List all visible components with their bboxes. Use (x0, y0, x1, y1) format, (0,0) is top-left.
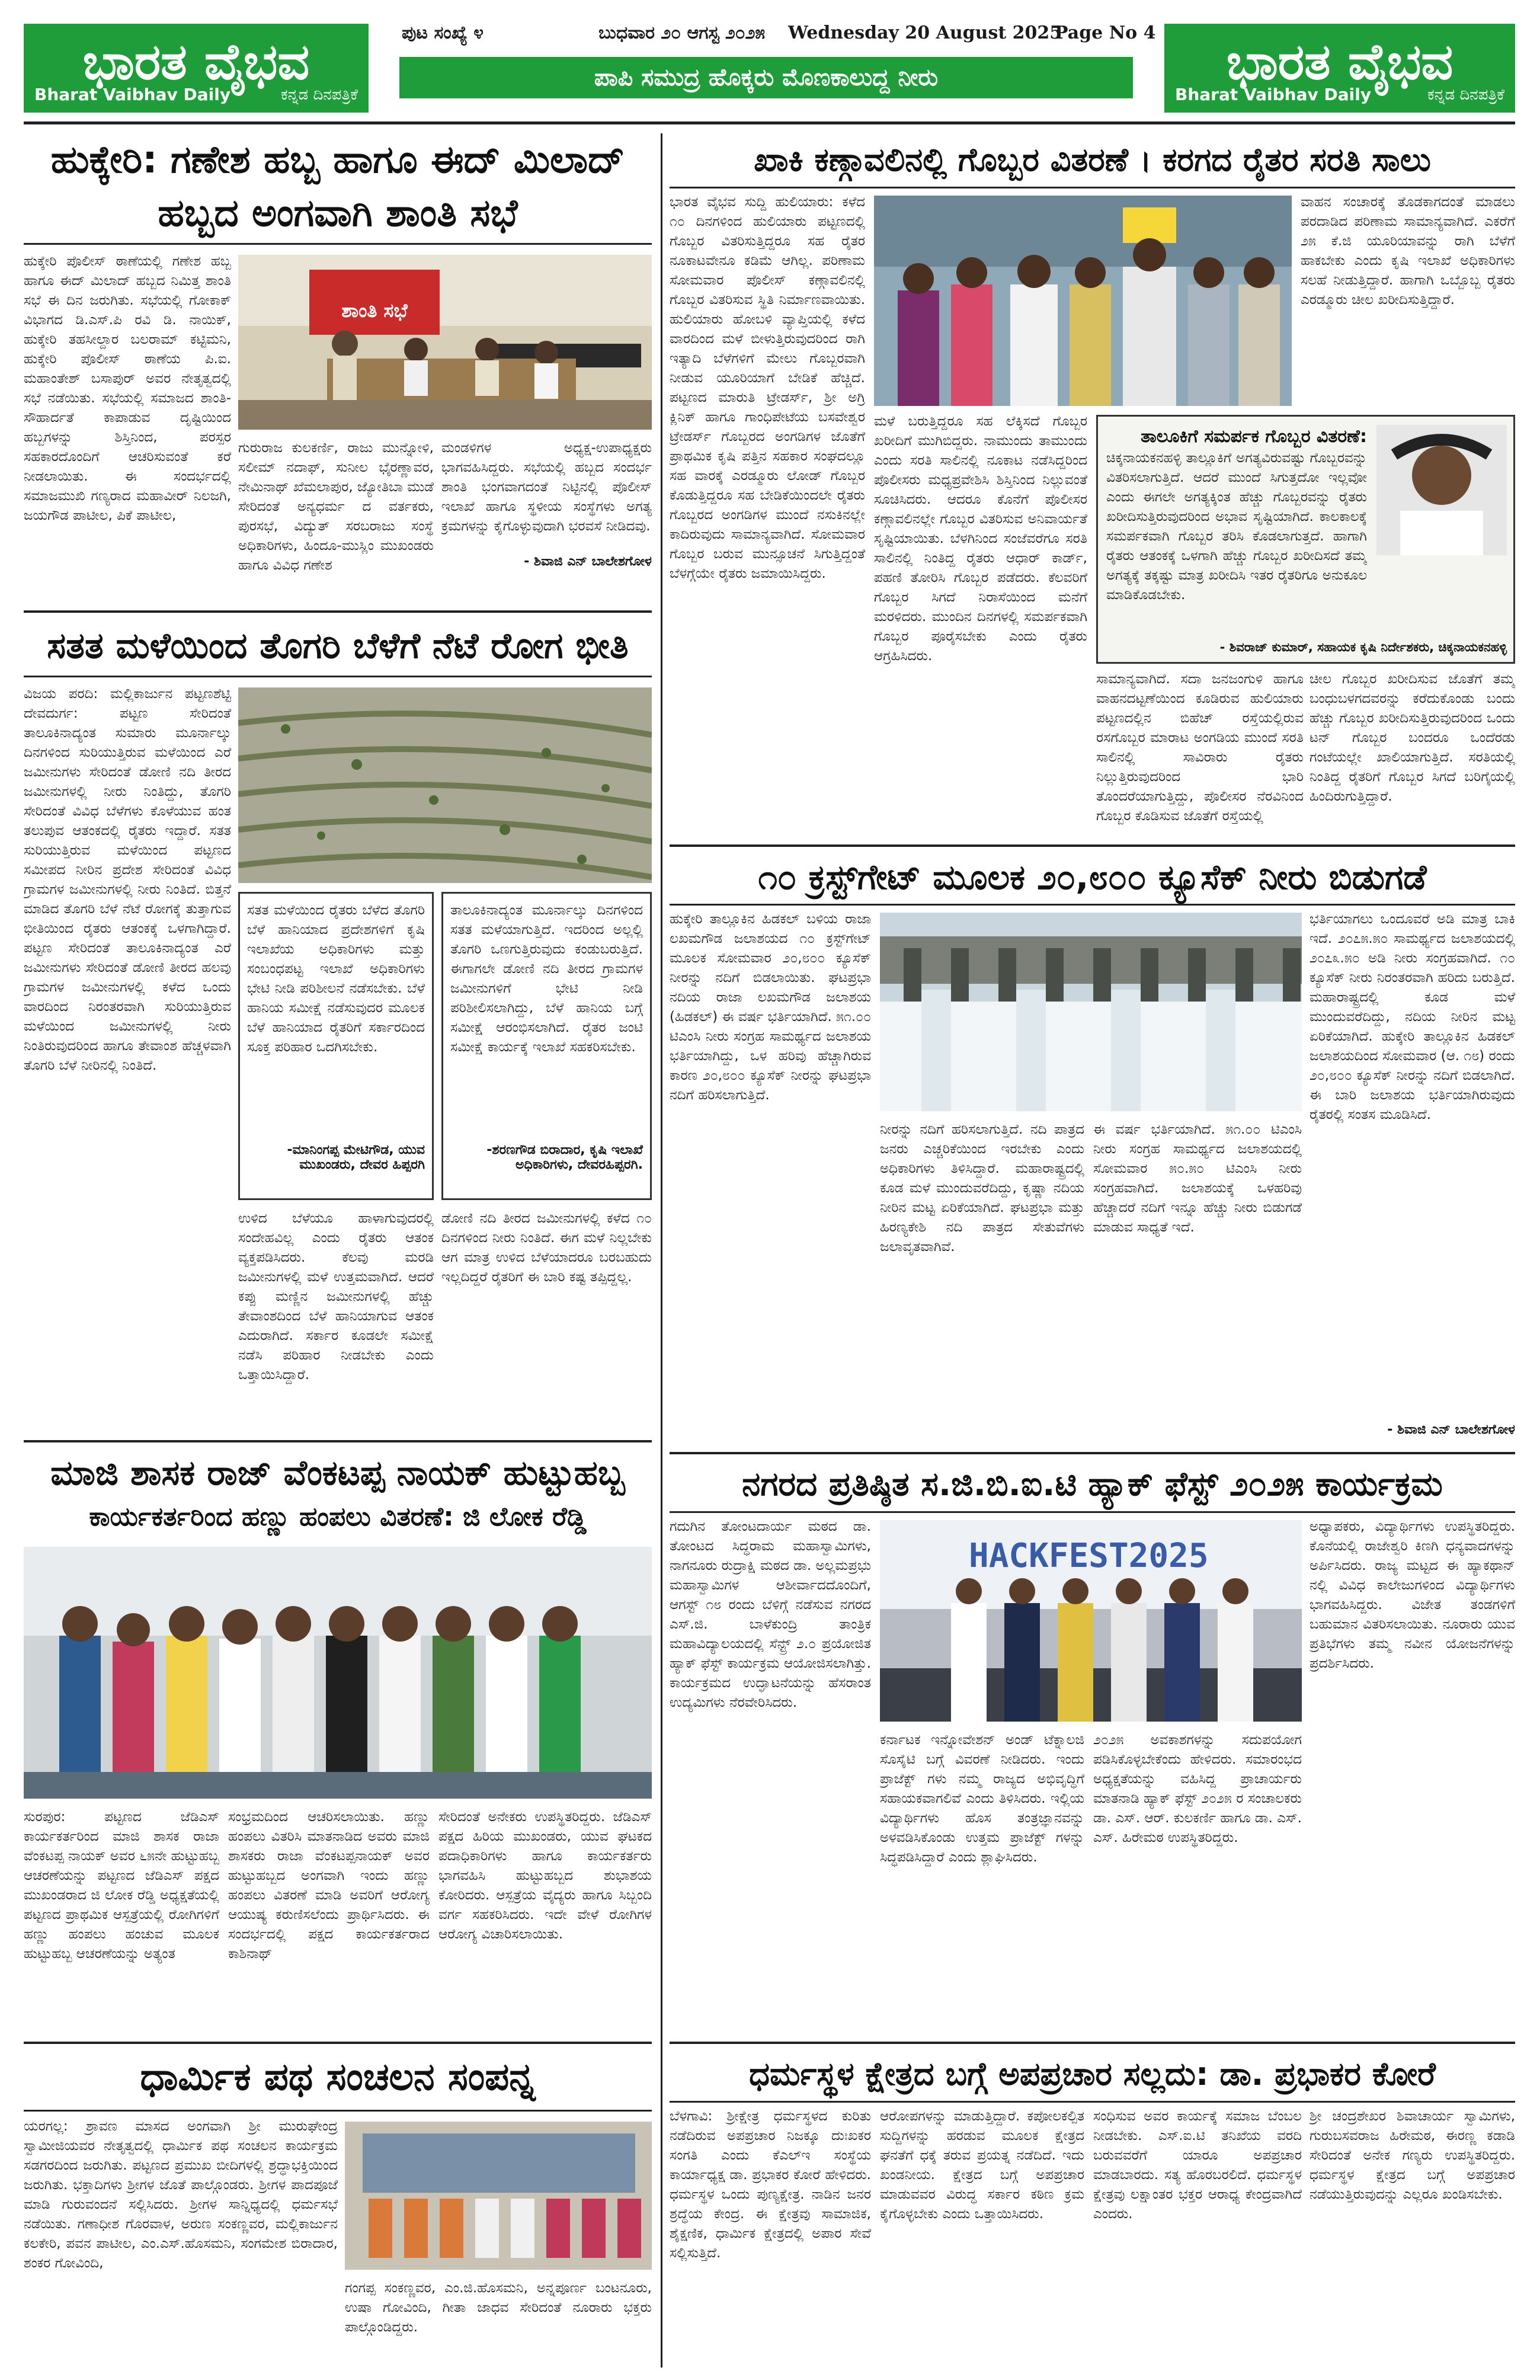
masthead-title: ಭಾರತ ವೈಭವ (82, 33, 310, 91)
a2-rule (670, 187, 1515, 188)
a1-credit: - ಶಿವಾಜಿ ಎನ್ ಬಾಲೇಶಗೋಳ (524, 554, 652, 569)
a1-text-left: ಹುಕ್ಕೇರಿ ಪೊಲೀಸ್ ಠಾಣೆಯಲ್ಲಿ ಗಣೇಶ ಹಬ್ಬ ಹಾಗೂ ಈದ್ ಮಿಲಾದ್ ಹಬ್ಬದ ನಿಮಿತ್ತ ಶಾಂತಿ ಸಭೆ ಈ ದಿನ ಜರುಗಿತು. ಸಭೆಯಲ್ಲಿ ಗೋಕಾಕ್ ವಿಭಾಗದ ಡಿ.ಎಸ್.ಪಿ ರವಿ ಡಿ. ನಾಯಿಕ್, ಹುಕ್ಕೇರಿ ತಹಸೀಲ್ದಾರ ಬಲರಾಮ್ ಕಟ್ಟಿಮನಿ, ಹುಕ್ಕೇರಿ ಪೊಲೀಸ್ ಠಾಣೆಯ ಪಿ.ಐ. ಮಹಾಂತೇಶ್ ಬಸಾಪುರ್ ಅವರ ನೇತೃತ್ವದಲ್ಲಿ ಸಭೆ ನಡೆಯಿತು. ಸಭೆಯಲ್ಲಿ ಸಮಾಜದ ಶಾಂತಿ-ಸೌಹಾರ್ದತೆ ಕಾಪಾಡುವ ದೃಷ್ಟಿಯಿಂದ ಹಬ್ಬಗಳನ್ನು ಶಿಸ್ತಿನಿಂದ, ಪರಸ್ಪರ ಸಹಕಾರದೊಂದಿಗೆ ಆಚರಿಸುವಂತೆ ಕರೆ ನೀಡಲಾಯಿತು. ಈ ಸಂದರ್ಭದಲ್ಲಿ ಸಮಾಜಮುಖಿ ಗಣ್ಯರಾದ ಮಹಾವೀರ್ ನಿಲಜಗಿ, ಜಯಗೌಡ ಪಾಟೀಲ, ಪಿಕೆ ಪಾಟೀಲ, (24, 254, 231, 523)
a2-text-c1b: ಸಾಮಾನ್ಯವಾಗಿದೆ. ಸದಾ ಜನಜಂಗುಳಿ ಹಾಗೂ ವಾಹನದಟ್ಟಣೆಯಿಂದ ಕೂಡಿರುವ ಹುಲಿಯಾರು ಪಟ್ಟಣದಲ್ಲಿನ ಬಿಹೆಚ್ ರಸ್ತೆಯಲ್ಲಿರುವ ರಸಗೊಬ್ಬರ ಮಾರಾಟ ಅಂಗಡಿಯ ಮುಂದೆ ಸರತಿ ಸಾಲಿನಲ್ಲಿ ಸಾವಿರಾರು ರೈತರು ನಿಲ್ಲುತ್ತಿರುವುದರಿಂದ ಭಾರಿ ತೊಂದರೆಯಾಗುತ್ತಿದ್ದು, ಪೊಲೀಸರ ನೆರವಿನಿಂದ ಗೊಬ್ಬರ ಕೊಡಿಸುವ ಜೊತೆಗೆ ರಸ್ತೆಯಲ್ಲಿ (1096, 671, 1304, 824)
masthead-sub-kn: ಕನ್ನಡ ದಿನಪತ್ರಿಕೆ (280, 86, 358, 104)
a3-quote-box-1 (238, 892, 434, 1200)
masthead-right (1164, 24, 1515, 113)
a2-officer-box (1096, 415, 1515, 664)
a5-headline: ಮಾಜಿ ಶಾಸಕ ರಾಜ್ ವೆಂಕಟಪ್ಪ ನಾಯಕ್ ಹುಟ್ಟುಹಬ್ಬ (50, 1453, 625, 1493)
a7-headline: ಧಾರ್ಮಿಕ ಪಥ ಸಂಚಲನ ಸಂಪನ್ನ (140, 2055, 536, 2099)
field-photo-icon (238, 687, 652, 883)
officer-portrait (1376, 425, 1507, 555)
masthead-rule (24, 121, 1515, 124)
a3-box1-credit: -ಮಾನಿಂಗಪ್ಪ ಮೇಟಿಗೌಡ, ಯುವ ಮುಖಂಡರು, ದೇವರ ಹಿಪ್ಪರಗಿ (287, 1143, 425, 1172)
a4-text-c2: ನೀರನ್ನು ನದಿಗೆ ಹರಿಸಲಾಗುತ್ತಿದೆ. ನದಿ ಪಾತ್ರದ ಜನರು ಎಚ್ಚರಿಕೆಯಿಂದ ಇರಬೇಕು ಎಂದು ಅಧಿಕಾರಿಗಳು ತಿಳಿಸಿದ್ದಾರೆ. ಮಹಾರಾಷ್ಟ್ರದಲ್ಲಿ ಕೂಡ ಮಳೆ ಮುಂದುವರೆದಿದ್ದು, ಕೃಷ್ಣಾ ನದಿಯ ನೀರಿನ ಮಟ್ಟ ಏರಿಕೆಯಾಗಿದೆ. ಘಟಪ್ರಭಾ ಮತ್ತು ಹಿರಣ್ಯಕೇಶಿ ನದಿ ಪಾತ್ರದ ಸೇತುವೆಗಳು ಜಲಾವೃತವಾಗಿವೆ. (880, 1122, 1084, 1255)
a8-headline: ಧರ್ಮಸ್ಥಳ ಕ್ಷೇತ್ರದ ಬಗ್ಗೆ ಅಪಪ್ರಚಾರ ಸಲ್ಲದು: ಡಾ. ಪ್ರಭಾಕರ ಕೋರೆ (749, 2055, 1436, 2093)
a4-end-rule (670, 1452, 1515, 1454)
a3-box2-text: ತಾಲೂಕಿನಾದ್ಯಂತ ಮೂರ್ನಾಲ್ಕು ದಿನಗಳಿಂದ ಸತತ ಮಳೆಯಾಗುತ್ತಿದೆ. ಇದರಿಂದ ಅಲ್ಲಲ್ಲಿ ತೊಗರಿ ಒಣಗುತ್ತಿರುವುದು ಕಂಡುಬರುತ್ತಿದೆ. ಈಗಾಗಲೇ ಡೋಣಿ ನದಿ ತೀರದ ಗ್ರಾಮಗಳ ಜಮೀನುಗಳಿಗೆ ಭೇಟಿ ನೀಡಿ ಪರಿಶೀಲಿಸಲಾಗಿದ್ದು, ಬೆಳೆ ಹಾನಿಯ ಬಗ್ಗೆ ಸಮೀಕ್ಷೆ ಆರಂಭಿಸಲಾಗಿದೆ. ರೈತರ ಜಂಟಿ ಸಮೀಕ್ಷೆ ಕಾರ್ಯಕ್ಕೆ ಇಲಾಖೆ ಸಹಕರಿಸಬೇಕು. (450, 903, 643, 1055)
masthead-sub-kn-right: ಕನ್ನಡ ದಿನಪತ್ರಿಕೆ (1427, 86, 1504, 104)
a6-text-c2: ಕರ್ನಾಟಕ ಇನ್ನೋವೇಶನ್ ಅಂಡ್ ಟೆಕ್ನಾಲಜಿ ಸೊಸೈಟಿ ಬಗ್ಗೆ ವಿವರಣೆ ನೀಡಿದರು. ಇಂದು ಪ್ರಾಜೆಕ್ಟ್ ಗಳು ನಮ್ಮ ರಾಜ್ಯದ ಅಭಿವೃದ್ಧಿಗೆ ಸಹಾಯಕವಾಗಲಿವೆ ಎಂದು ತಿಳಿಸಿದರು. ಇಲ್ಲಿಯ ವಿದ್ಯಾರ್ಥಿಗಳು ಹೊಸ ತಂತ್ರಜ್ಞಾನವನ್ನು ಅಳವಡಿಸಿಕೊಂಡು ಉತ್ತಮ ಪ್ರಾಜೆಕ್ಟ್ ಗಳನ್ನು ಸಿದ್ಧಪಡಿಸಿದ್ದಾರೆ ಎಂದು ಶ್ಲಾಘಿಸಿದರು. (880, 1732, 1084, 1865)
a7-text-c2: ಗಂಗಪ್ಪ ಸಂಕಣ್ಣವರ, ಎಂ.ಜಿ.ಹೊಸಮನಿ, ಅನ್ನಪೂರ್ಣ ಬಂಟನೂರು, ಉಷಾ ಗೋವಿಂದಿ, ಗೀತಾ ಜಾಧವ ಸೇರಿದಂತೆ ನೂರಾರು ಭಕ್ತರು ಪಾಲ್ಗೊಂಡಿದ್ದರು. (345, 2280, 652, 2335)
a4-credit: - ಶಿವಾಜಿ ಎನ್ ಬಾಲೇಶಗೋಳ (1387, 1422, 1515, 1437)
a7-rule (24, 2110, 652, 2112)
page-number-kn: ಪುಟ ಸಂಖ್ಯೆ ೪ (402, 23, 484, 43)
a5-text-c1: ಸುರಪುರ: ಪಟ್ಟಣದ ಜೆಡಿಎಸ್ ಕಾರ್ಯಕರ್ತರಿಂದ ಮಾಜಿ ಶಾಸಕ ರಾಜಾ ವೆಂಕಟಪ್ಪ ನಾಯಕ್ ಅವರ ೬೫ನೇ ಹುಟ್ಟುಹಬ್ಬ ಆಚರಣೆಯನ್ನು ಪಟ್ಟಣದ ಜೆಡಿಎಸ್ ಪಕ್ಷದ ಮುಖಂಡರಾದ ಜಿ ಲೋಕ ರೆಡ್ಡಿ ಅಧ್ಯಕ್ಷತೆಯಲ್ಲಿ ಪಟ್ಟಣದ ಪ್ರಾಥಮಿಕ ಆಸ್ಪತ್ರೆಯಲ್ಲಿ ರೋಗಿಗಳಿಗೆ ಹಣ್ಣು ಹಂಪಲು ಹಂಚುವ ಮೂಲಕ ಹುಟ್ಟುಹಬ್ಬ ಆಚರಣೆಯನ್ನು ಅತ್ಯಂತ (24, 1809, 219, 1962)
a3-quote-box-2 (441, 892, 652, 1200)
a3-photo (238, 687, 652, 883)
a2-box-credit: - ಶಿವರಾಜ್ ಕುಮಾರ್, ಸಹಾಯಕ ಕೃಷಿ ನಿರ್ದೇಶಕರು, ಚಿಕ್ಕನಾಯಕನಹಳ್ಳಿ (1219, 640, 1507, 654)
a2-text-c3b: ಚೀಲ ಗೊಬ್ಬರ ಖರೀದಿಸುವ ಜೊತೆಗೆ ತಮ್ಮ ಬಂಧುಬಳಗದವರನ್ನು ಕರೆದುಕೊಂಡು ಬಂದು ಹೆಚ್ಚು ಗೊಬ್ಬರ ಖರೀದಿಸುತ್ತಿರುವುದರಿಂದ ಒಂದು ಟನ್ ಗೊಬ್ಬರ ಬಂದರೂ ಒಂದೆರಡು ಗಂಟೆಯಲ್ಲೇ ಖಾಲಿಯಾಗುತ್ತಿದೆ. ಸರತಿಯಲ್ಲಿ ನಿಂತಿದ್ದ ರೈತರಿಗೆ ಗೊಬ್ಬರ ಸಿಗದೆ ಬರಿಗೈಯಲ್ಲಿ ಹಿಂದಿರುಗುತ್ತಿದ್ದಾರೆ. (1310, 671, 1515, 804)
a8-text-c1: ಬೆಳಗಾವಿ: ಶ್ರೀಕ್ಷೇತ್ರ ಧರ್ಮಸ್ಥಳದ ಕುರಿತು ನಡೆದಿರುವ ಅಪಪ್ರಚಾರ ನಿಜಕ್ಕೂ ದುಃಖಕರ ಸಂಗತಿ ಎಂದು ಕೆಎಲ್‌ಇ ಸಂಸ್ಥೆಯ ಕಾರ್ಯಾಧ್ಯಕ್ಷ ಡಾ. ಪ್ರಭಾಕರ ಕೋರೆ ಹೇಳಿದರು. ಧರ್ಮಸ್ಥಳ ಒಂದು ಪುಣ್ಯಕ್ಷೇತ್ರ. ನಾಡಿನ ಜನರ ಶ್ರದ್ಧೆಯ ಕೇಂದ್ರ. ಈ ಕ್ಷೇತ್ರವು ಸಾಮಾಜಿಕ, ಶೈಕ್ಷಣಿಕ, ಧಾರ್ಮಿಕ ಕ್ಷೇತ್ರದಲ್ಲಿ ಅಪಾರ ಸೇವೆ ಸಲ್ಲಿಸುತ್ತಿದೆ. (670, 2109, 871, 2261)
page-number-en: Page No 4 (1055, 23, 1156, 43)
a1-rule (24, 243, 652, 245)
a4-text-c1: ಹುಕ್ಕೇರಿ ತಾಲ್ಲೂಕಿನ ಹಿಡಕಲ್ ಬಳಿಯ ರಾಜಾ ಲಖಮಗೌಡ ಜಲಾಶಯದ ೧೦ ಕ್ರಸ್ಟ್‌ಗೇಟ್ ಮೂಲಕ ಸೋಮವಾರ ೨೦,೮೦೦ ಕ್ಯೂಸೆಕ್ ನೀರನ್ನು ನದಿಗೆ ಬಿಡಲಾಯಿತು. ಘಟಪ್ರಭಾ ನದಿಯ ರಾಜಾ ಲಖಮಗೌಡ ಜಲಾಶಯ (ಹಿಡಕಲ್) ಈ ವರ್ಷ ಭರ್ತಿಯಾಗಿದೆ. ೫೧.೦೦ ಟಿಎಂಸಿ ನೀರು ಸಂಗ್ರಹ ಸಾಮರ್ಥ್ಯದ ಜಲಾಶಯ ಭರ್ತಿಯಾಗಿದ್ದು, ಒಳ ಹರಿವು ಹೆಚ್ಚಾಗಿರುವ ಕಾರಣ ೨೦,೮೦೦ ಕ್ಯೂಸೆಕ್ ನೀರನ್ನು ಘಟಪ್ರಭಾ ನದಿಗೆ ಹರಿಸಲಾಗುತ್ತಿದೆ. (670, 911, 871, 1103)
a4-rule (670, 904, 1515, 906)
a4-text-c3: ಈ ವರ್ಷ ಭರ್ತಿಯಾಗಿದೆ. ೫೧.೦೦ ಟಿಎಂಸಿ ನೀರು ಸಂಗ್ರಹ ಸಾಮರ್ಥ್ಯದ ಜಲಾಶಯದಲ್ಲಿ ಸೋಮವಾರ ೫೦.೫೦ ಟಿಎಂಸಿ ನೀರು ಸಂಗ್ರಹವಾಗಿದೆ. ಜಲಾಶಯಕ್ಕೆ ಒಳಹರಿವು ಹೆಚ್ಚಾದರೆ ನದಿಗೆ ಇನ್ನೂ ಹೆಚ್ಚು ನೀರು ಬಿಡುಗಡೆ ಮಾಡುವ ಸಾಧ್ಯತೆ ಇದೆ. (1093, 1122, 1302, 1235)
a5-text-c3: ಸೇರಿದಂತೆ ಅನೇಕರು ಉಪಸ್ಥಿತರಿದ್ದರು. ಜೆಡಿಎಸ್ ಪಕ್ಷದ ಹಿರಿಯ ಮುಖಂಡರು, ಯುವ ಘಟಕದ ಪದಾಧಿಕಾರಿಗಳು ಹಾಗೂ ಕಾರ್ಯಕರ್ತರು ಭಾಗವಹಿಸಿ ಹುಟ್ಟುಹಬ್ಬದ ಶುಭಾಶಯ ಕೋರಿದರು. ಆಸ್ಪತ್ರೆಯ ವೈದ್ಯರು ಹಾಗೂ ಸಿಬ್ಬಂದಿ ವರ್ಗ ಸಹಕರಿಸಿದರು. ಇದೇ ವೇಳೆ ರೋಗಿಗಳ ಆರೋಗ್ಯ ವಿಚಾರಿಸಲಾಯಿತು. (438, 1809, 652, 1942)
a2-text-c1: ಭಾರತ ವೈಭವ ಸುದ್ದಿ ಹುಲಿಯಾರು: ಕಳೆದ ೧೦ ದಿನಗಳಿಂದ ಹುಲಿಯಾರು ಪಟ್ಟಣದಲ್ಲಿ ಗೊಬ್ಬರ ವಿತರಿಸುತ್ತಿದ್ದರೂ ಸಹ ರೈತರ ನೂಕಾಟವೇನೂ ಕಡಿಮೆ ಆಗಿಲ್ಲ. ಪರಿಣಾಮ ಸೋಮವಾರ ಪೊಲೀಸ್ ಕಣ್ಗಾವಲಿನಲ್ಲಿ ಗೊಬ್ಬರ ವಿತರಿಸುವ ಸ್ಥಿತಿ ನಿರ್ಮಾಣವಾಯಿತು. ಹುಲಿಯಾರು ಹೋಬಳಿ ವ್ಯಾಪ್ತಿಯಲ್ಲಿ ಕಳೆದ ವಾರದಿಂದ ಮಳೆ ಬೀಳುತ್ತಿರುವುದರಿಂದ ರಾಗಿ ಇತ್ಯಾದಿ ಬೆಳೆಗಳಿಗೆ ಮೇಲು ಗೊಬ್ಬರವಾಗಿ ನೀಡುವ ಯೂರಿಯಾಗೆ ಬೇಡಿಕೆ ಹೆಚ್ಚಿದೆ. ಪಟ್ಟಣದ ಮಾರುತಿ ಟ್ರೇಡರ್ಸ್, ಶ್ರೀ ಅಗ್ರಿ ಕ್ಲಿನಿಕ್ ಹಾಗೂ ಗಾಂಧಿಪೇಟೆಯ ಬಸವೇಶ್ವರ ಟ್ರೇಡರ್ಸ್ ಗೊಬ್ಬರದ ಅಂಗಡಿಗಳ ಜೊತೆಗೆ ಪ್ರಾಥಮಿಕ ಕೃಷಿ ಪತ್ತಿನ ಸಹಕಾರ ಸಂಘದಲ್ಲೂ ಸಹ ವಾರಕ್ಕೆ ಎರಡ್ಮೂರು ಲೋಡ್ ಗೊಬ್ಬರ ಕೊಡುತ್ತಿದ್ದರೂ ಸಹ ಬೇಡಿಕೆಯಿಂದಲೇ ರೈತರು ಗೊಬ್ಬರದ ಅಂಗಡಿಗಳ ಮುಂದೆ ನಸುಕಿನಲ್ಲೇ ಕಾದಿರುವುದು ಸಾಮಾನ್ಯವಾಗಿದೆ. ಸೋಮವಾರ ಗೊಬ್ಬರ ಬರುವ ಮುನ್ಸೂಚನೆ ಸಿಗುತ್ತಿದ್ದಂತೆ ಬೆಳಗ್ಗೆಯೇ ರೈತರು ಜಮಾಯಿಸಿದ್ದರು. (670, 194, 865, 581)
a5-text-c2: ಸಂಭ್ರಮದಿಂದ ಆಚರಿಸಲಾಯಿತು. ಹಣ್ಣು ಹಂಪಲು ವಿತರಿಸಿ ಮಾತನಾಡಿದ ಅವರು ಮಾಜಿ ಶಾಸಕರು ರಾಜಾ ವೆಂಕಟಪ್ಪನಾಯಕ್ ಅವರ ಹುಟ್ಟುಹಬ್ಬದ ಅಂಗವಾಗಿ ಇಂದು ಹಣ್ಣು ಹಂಪಲು ವಿತರಣೆ ಮಾಡಿ ಅವರಿಗೆ ಆರೋಗ್ಯ ಆಯುಷ್ಯ ಕರುಣಿಸಲೆಂದು ಪ್ರಾರ್ಥಿಸಿದರು. ಈ ಸಂದರ್ಭದಲ್ಲಿ ಪಕ್ಷದ ಕಾರ್ಯಕರ್ತರಾದ ಕಾಶಿನಾಥ್ (228, 1809, 430, 1962)
a2-photo (874, 196, 1292, 406)
a2-end-rule (670, 844, 1515, 847)
a5-end-rule (24, 2042, 652, 2044)
procession-photo-icon (345, 2122, 652, 2270)
a6-headline: ನಗರದ ಪ್ರತಿಷ್ಠಿತ ಸ.ಜಿ.ಬಿ.ಐ.ಟಿ ಹ್ಯಾಕ್ ಫೆಸ್ಟ್ ೨೦೨೫ ಕಾರ್ಯಕ್ರಮ (742, 1465, 1443, 1504)
masthead-left (24, 24, 369, 113)
a3-text-c1: ವಿಜಯ ಪರದಿ: ಮಲ್ಲಿಕಾರ್ಜುನ ಪಟ್ಟಣಶೆಟ್ಟಿ ದೇವದುರ್ಗ: ಪಟ್ಟಣ ಸೇರಿದಂತೆ ತಾಲೂಕಿನಾದ್ಯಂತ ಸುಮಾರು ಮೂರ್ನಾಲ್ಕು ದಿನಗಳಿಂದ ಸುರಿಯುತ್ತಿರುವ ಮಳೆಯಿಂದ ಎರೆ ಜಮೀನುಗಳು ಸೇರಿದಂತೆ ಡೋಣಿ ನದಿ ತೀರದ ಜಮೀನುಗಳಲ್ಲಿ ನೀರು ನಿಂತಿದ್ದು, ತೊಗರಿ ಸೇರಿದಂತೆ ವಿವಿಧ ಬೆಳೆಗಳು ಕೊಳೆಯುವ ಹಂತ ತಲುಪುವ ಆತಂಕದಲ್ಲಿ ರೈತರು ಇದ್ದಾರೆ. ಸತತ ಸುರಿಯುತ್ತಿರುವ ಮಳೆಯಿಂದ ಪಟ್ಟಣದ ಸಮೀಪದ ನೀರಿನ ಪ್ರದೇಶ ಸೇರಿದಂತೆ ವಿವಿಧ ಗ್ರಾಮಗಳ ಜಮೀನುಗಳಲ್ಲಿ ನೀರು ನಿಂತಿದೆ. ಬಿತ್ತನೆ ಮಾಡಿದ ತೊಗರಿ ಬೆಳೆ ನೆಟೆ ರೋಗಕ್ಕೆ ತುತ್ತಾಗುವ ಭೀತಿಯಿಂದ ರೈತರು ಆತಂಕಕ್ಕೆ ಒಳಗಾಗಿದ್ದಾರೆ. ಪಟ್ಟಣ ಸೇರಿದಂತೆ ತಾಲೂಕಿನಾದ್ಯಂತ ಎರೆ ಜಮೀನುಗಳು ಸೇರಿದಂತೆ ಡೋಣಿ ತೀರದ ಹಲವು ಗ್ರಾಮಗಳ ಜಮೀನುಗಳಲ್ಲಿ ಕಳೆದ ಒಂದು ವಾರದಿಂದ ನಿರಂತರವಾಗಿ ಸುರಿಯುತ್ತಿರುವ ಮಳೆಯಿಂದ ಜಮೀನುಗಳಲ್ಲಿ ನೀರು ನಿಂತಿರುವುದರಿಂದ ಹಾಗೂ ತೇವಾಂಶ ಹೆಚ್ಚಳವಾಗಿ ತೊಗರಿ ಬೆಳೆ ನೀರಿನಲ್ಲಿ ನಿಂತಿದೆ. (24, 686, 231, 1073)
a3-box2-credit: -ಶರಣಗೌಡ ಬಿರಾದಾರ, ಕೃಷಿ ಇಲಾಖೆ ಅಧಿಕಾರಿಗಳು, ದೇವರಹಿಪ್ಪರಗಿ. (486, 1143, 643, 1172)
a2-box-title: ತಾಲೂಕಿಗೆ ಸಮರ್ಪಕ ಗೊಬ್ಬರ ವಿತರಣೆ: (1141, 426, 1367, 447)
a6-text-c4: ಅಧ್ಯಾಪಕರು, ವಿದ್ಯಾರ್ಥಿಗಳು ಉಪಸ್ಥಿತರಿದ್ದರು. ಕೊನೆಯಲ್ಲಿ ರಾಜೇಶ್ವರಿ ಕಿಣಗಿ ಧನ್ಯವಾದಗಳನ್ನು ಅರ್ಪಿಸಿದರು. ರಾಜ್ಯ ಮಟ್ಟದ ಈ ಹ್ಯಾಕಥಾನ್ ನಲ್ಲಿ ವಿವಿಧ ಕಾಲೇಜುಗಳಿಂದ ವಿದ್ಯಾರ್ಥಿಗಳು ಭಾಗವಹಿಸಿದ್ದರು. ವಿಜೇತ ತಂಡಗಳಿಗೆ ಬಹುಮಾನ ವಿತರಿಸಲಾಯಿತು. ನೂರಾರು ಯುವ ಪ್ರತಿಭೆಗಳು ತಮ್ಮ ನವೀನ ಯೋಜನೆಗಳನ್ನು ಪ್ರದರ್ಶಿಸಿದರು. (1310, 1519, 1515, 1671)
column-separator (661, 133, 662, 2368)
a8-text-c2: ಆರೋಪಗಳನ್ನು ಮಾಡುತ್ತಿದ್ದಾರೆ. ಕಪೋಲಕಲ್ಪಿತ ಸುದ್ದಿಗಳನ್ನು ಹರಡುವ ಮೂಲಕ ಕ್ಷೇತ್ರದ ಘನತೆಗೆ ಧಕ್ಕೆ ತರುವ ಪ್ರಯತ್ನ ನಡೆದಿದೆ. ಇದು ಖಂಡನೀಯ. ಕ್ಷೇತ್ರದ ಬಗ್ಗೆ ಅಪಪ್ರಚಾರ ಮಾಡುವವರ ವಿರುದ್ಧ ಸರ್ಕಾರ ಕಠಿಣ ಕ್ರಮ ಕೈಗೊಳ್ಳಬೇಕು ಎಂದು ಒತ್ತಾಯಿಸಿದರು. (880, 2109, 1084, 2222)
a2-headline: ಖಾಕಿ ಕಣ್ಗಾವಲಿನಲ್ಲಿ ಗೊಬ್ಬರ ವಿತರಣೆ । ಕರಗದ ರೈತರ ಸರತಿ ಸಾಲು (754, 141, 1431, 178)
top-banner: ಪಾಪಿ ಸಮುದ್ರ ಹೊಕ್ಕರು ಮೊಣಕಾಲುದ್ದ ನೀರು (399, 57, 1133, 98)
masthead-sub-en-right: Bharat Vaibhav Daily (1175, 85, 1372, 104)
a6-photo (880, 1520, 1302, 1722)
a6-photo-banner: HACKFEST2025 (969, 1537, 1209, 1575)
group-photo-icon (24, 1547, 652, 1799)
a6-text-c3: ೨೦೨೫ ಅವಕಾಶಗಳನ್ನು ಸದುಪಯೋಗ ಪಡಿಸಿಕೊಳ್ಳಬೇಕೆಂದು ಹೇಳಿದರು. ಸಮಾರಂಭದ ಅಧ್ಯಕ್ಷತೆಯನ್ನು ವಹಿಸಿದ್ದ ಪ್ರಾಚಾರ್ಯರು ಮಾತನಾಡಿ ಹ್ಯಾಕ್ ಫೆಸ್ಟ್ ೨೦೨೫ ರ ಸಂಚಾಲಕರು ಡಾ. ಎಸ್. ಆರ್. ಕುಲಕರ್ಣಿ ಹಾಗೂ ಡಾ. ಎಸ್. ಎಸ್. ಹಿರೇಮಠ ಉಪಸ್ಥಿತರಿದ್ದರು. (1093, 1732, 1302, 1845)
a1-photo (238, 255, 652, 430)
a8-text-c3: ಸಂಧಿಸುವ ಅವರ ಕಾರ್ಯಕ್ಕೆ ಸಮಾಜ ಬೆಂಬಲ ನೀಡಬೇಕು. ಎಸ್.ಐ.ಟಿ ತನಿಖೆಯ ವರದಿ ಬರುವವರೆಗೆ ಯಾರೂ ಅಪಪ್ರಚಾರ ಮಾಡಬಾರದು. ಸತ್ಯ ಹೊರಬರಲಿದೆ. ಧರ್ಮಸ್ಥಳ ಕ್ಷೇತ್ರವು ಲಕ್ಷಾಂತರ ಭಕ್ತರ ಆರಾಧ್ಯ ಕೇಂದ್ರವಾಗಿದೆ ಎಂದರು. (1093, 2109, 1302, 2222)
a5-subhead: ಕಾರ್ಯಕರ್ತರಿಂದ ಹಣ್ಣು ಹಂಪಲು ವಿತರಣೆ: ಜಿ ಲೋಕ ರೆಡ್ಡಿ (89, 1502, 587, 1532)
masthead-title-right: ಭಾರತ ವೈಭವ (1226, 33, 1453, 91)
dam-crestgates-photo-icon (880, 913, 1302, 1111)
a3-rule (24, 676, 652, 677)
a1-photo-sign: ಶಾಂತಿ ಸಭೆ (341, 299, 408, 322)
a3-headline: ಸತತ ಮಳೆಯಿಂದ ತೊಗರಿ ಬೆಳೆಗೆ ನೆಟೆ ರೋಗ ಭೀತಿ (47, 625, 629, 667)
a8-rule (670, 2101, 1515, 2103)
a3-text-c2: ಉಳಿದ ಬೆಳೆಯೂ ಹಾಳಾಗುವುದರಲ್ಲಿ ಸಂದೇಹವಿಲ್ಲ ಎಂದು ರೈತರು ಆತಂಕ ವ್ಯಕ್ತಪಡಿಸಿದರು. ಕೆಲವು ಮರಡಿ ಜಮೀನುಗಳಲ್ಲಿ ಮಳೆ ಉತ್ತಮವಾಗಿದೆ. ಆದರೆ ಕಪ್ಪು ಮಣ್ಣಿನ ಜಮೀನುಗಳಲ್ಲಿ ಹೆಚ್ಚು ತೇವಾಂಶದಿಂದ ಬೆಳೆ ಹಾನಿಯಾಗುವ ಆತಂಕ ಎದುರಾಗಿದೆ. ಸರ್ಕಾರ ಕೂಡಲೇ ಸಮೀಕ್ಷೆ ನಡೆಸಿ ಪರಿಹಾರ ನೀಡಬೇಕು ಎಂದು ಒತ್ತಾಯಿಸಿದ್ದಾರೆ. (238, 1211, 434, 1383)
date-en: Wednesday 20 August 2025 (788, 23, 1062, 43)
a7-photo (345, 2122, 652, 2270)
fertilizer-queue-photo-icon (874, 196, 1292, 406)
a6-text-c1: ಗದುಗಿನ ತೋಂಟದಾರ್ಯ ಮಠದ ಡಾ. ತೋಂಟದ ಸಿದ್ಧರಾಮ ಮಹಾಸ್ವಾಮಿಗಳು, ನಾಗನೂರು ರುದ್ರಾಕ್ಷಿ ಮಠದ ಡಾ. ಅಲ್ಲಮಪ್ರಭು ಮಹಾಸ್ವಾಮಿಗಳ ಆಶೀರ್ವಾದದೊಂದಿಗೆ, ಆಗಸ್ಟ್ ೧೮ ರಂದು ಬೆಳಿಗ್ಗೆ ನಡೆಸುವ ನಗರದ ಎಸ್.ಜಿ. ಬಾಳೆಕುಂದ್ರಿ ತಾಂತ್ರಿಕ ಮಹಾವಿದ್ಯಾಲಯದಲ್ಲಿ ಸೆನ್ಟ್ರ್ ೨.೦ ಪ್ರಯೋಜಿತ ಹ್ಯಾಕ್ ಫೆಸ್ಟ್ ಕಾರ್ಯಕ್ರಮ ಆಯೋಜಿಸಲಾಗಿತ್ತು. ಕಾರ್ಯಕ್ರಮದ ಉದ್ಘಾಟನೆಯನ್ನು ಹೆಸರಾಂತ ಉದ್ಯಮಿಗಳು ನೆರವೇರಿಸಿದರು. (670, 1519, 871, 1710)
a2-text-c3: ವಾಹನ ಸಂಚಾರಕ್ಕೆ ತೊಡಕಾಗದಂತೆ ಮಾಡಲು ಪರದಾಡಿದ ಪರಿಣಾಮ ಸಾಮಾನ್ಯವಾಗಿದೆ. ಎಕರೆಗೆ ೨೫ ಕೆ.ಜಿ ಯೂರಿಯಾವನ್ನು ರಾಗಿ ಬೆಳೆಗೆ ಹಾಕಬೇಕು ಎಂದು ಕೃಷಿ ಇಲಾಖೆ ಅಧಿಕಾರಿಗಳು ಸಲಹೆ ನೀಡುತ್ತಿದ್ದಾರೆ. ಹಾಗಾಗಿ ಒಬ್ಬೊಬ್ಬ ರೈತರು ಎರಡ್ಮೂರು ಚೀಲ ಖರೀದಿಸುತ್ತಿದ್ದಾರೆ. (1301, 194, 1515, 308)
a3-box1-text: ಸತತ ಮಳೆಯಿಂದ ರೈತರು ಬೆಳೆದ ತೊಗರಿ ಬೆಳೆ ಹಾನಿಯಾದ ಪ್ರದೇಶಗಳಿಗೆ ಕೃಷಿ ಇಲಾಖೆಯ ಅಧಿಕಾರಿಗಳು ಮತ್ತು ಸಂಬಂಧಪಟ್ಟ ಇಲಾಖೆ ಅಧಿಕಾರಿಗಳು ಭೇಟಿ ನೀಡಿ ಪರಿಶೀಲನೆ ನಡೆಸಬೇಕು. ಬೆಳೆ ಹಾನಿಯ ಸಮೀಕ್ಷೆ ನಡೆಸುವುದರ ಮೂಲಕ ಬೆಳೆ ಹಾನಿಯಾದ ರೈತರಿಗೆ ಸರ್ಕಾರದಿಂದ ಸೂಕ್ತ ಪರಿಹಾರ ಒದಗಿಸಬೇಕು. (247, 903, 425, 1055)
masthead-sub-en: Bharat Vaibhav Daily (34, 85, 231, 104)
a6-rule (670, 1511, 1515, 1513)
a3-end-rule (24, 1440, 652, 1442)
a6-end-rule (670, 2042, 1515, 2044)
a1-end-rule (24, 610, 652, 613)
a1-text-c3: ಮಂಡಳಿಗಳ ಅಧ್ಯಕ್ಷ-ಉಪಾಧ್ಯಕ್ಷರು ಭಾಗವಹಿಸಿದ್ದರು. ಸಭೆಯಲ್ಲಿ ಹಬ್ಬದ ಸಂದರ್ಭ ಶಾಂತಿ ಭಂಗವಾಗದಂತೆ ನಿಟ್ಟಿನಲ್ಲಿ ಪೊಲೀಸ್ ಇಲಾಖೆ ಹಾಗೂ ಸ್ಥಳೀಯ ಸಂಸ್ಥೆಗಳು ಅಗತ್ಯ ಕ್ರಮಗಳನ್ನು ಕೈಗೊಳ್ಳುವುದಾಗಿ ಭರವಸೆ ನೀಡಿದವು. (441, 440, 652, 534)
a2-text-c2: ಮಳೆ ಬರುತ್ತಿದ್ದರೂ ಸಹ ಲೆಕ್ಕಿಸದೆ ಗೊಬ್ಬರ ಖರೀದಿಗೆ ಮುಗಿಬಿದ್ದರು. ನಾಮುಂದು ತಾಮುಂದು ಎಂದು ಸರತಿ ಸಾಲಿನಲ್ಲಿ ನೂಕಾಟ ನಡೆಸಿದ್ದರಿಂದ ಪೊಲೀಸರು ಮಧ್ಯಪ್ರವೇಶಿಸಿ ಶಿಸ್ತಿನಿಂದ ನಿಲ್ಲುವಂತೆ ಸೂಚಿಸಿದರು. ಆದರೂ ಕೊನೆಗೆ ಪೊಲೀಸರ ಕಣ್ಗಾವಲಿನಲ್ಲೇ ಗೊಬ್ಬರ ವಿತರಿಸುವ ಅನಿವಾರ್ಯತೆ ಸೃಷ್ಟಿಯಾಯಿತು. ಬೆಳಗಿನಿಂದ ಸಂಜೆವರೆಗೂ ಸರತಿ ಸಾಲಿನಲ್ಲಿ ನಿಂತಿದ್ದ ರೈತರು ಆಧಾರ್ ಕಾರ್ಡ್, ಪಹಣಿ ತೋರಿಸಿ ಗೊಬ್ಬರ ಪಡೆದರು. ಕೆಲವರಿಗೆ ಗೊಬ್ಬರ ಸಿಗದೆ ನಿರಾಸೆಯಿಂದ ಮನೆಗೆ ಮರಳಿದರು. ಮುಂದಿನ ದಿನಗಳಲ್ಲಿ ಸಮರ್ಪಕವಾಗಿ ಗೊಬ್ಬರ ಪೂರೈಸಬೇಕು ಎಂದು ರೈತರು ಆಗ್ರಹಿಸಿದರು. (874, 414, 1087, 664)
a4-text-c4: ಭರ್ತಿಯಾಗಲು ಒಂದೂವರೆ ಅಡಿ ಮಾತ್ರ ಬಾಕಿ ಇದೆ. ೨೦೭೫.೫೦ ಸಾಮರ್ಥ್ಯದ ಜಲಾಶಯದಲ್ಲಿ ೨೦೭೩.೫೦ ಅಡಿ ನೀರು ಸಂಗ್ರಹವಾಗಿದೆ. ೧೦ ಕ್ಯೂಸೆಕ್ ನೀರು ನಿರಂತರವಾಗಿ ಹರಿದು ಬರುತ್ತಿದೆ. ಮಹಾರಾಷ್ಟ್ರದಲ್ಲಿ ಕೂಡ ಮಳೆ ಮುಂದುವರೆದಿದ್ದು, ನದಿಯ ನೀರಿನ ಮಟ್ಟ ಏರಿಕೆಯಾಗಿದೆ. ಹುಕ್ಕೇರಿ ತಾಲ್ಲೂಕಿನ ಹಿಡಕಲ್ ಜಲಾಶಯದಿಂದ ಸೋಮವಾರ (ಆ. ೧೮) ರಂದು ೨೦,೮೦೦ ಕ್ಯೂಸೆಕ್ ನೀರನ್ನು ನದಿಗೆ ಬಿಡಲಾಗಿದೆ. ಈ ಬಾರಿ ಜಲಾಶಯ ಭರ್ತಿಯಾಗಿರುವುದು ರೈತರಲ್ಲಿ ಸಂತಸ ಮೂಡಿಸಿದೆ. (1310, 911, 1515, 1122)
a5-photo (24, 1547, 652, 1799)
meeting-photo-icon (238, 255, 652, 430)
a2-box-text: ಚಿಕ್ಕನಾಯಕನಹಳ್ಳಿ ತಾಲ್ಲೂಕಿಗೆ ಅಗತ್ಯವಿರುವಷ್ಟು ಗೊಬ್ಬರವನ್ನು ವಿತರಿಸಲಾಗುತ್ತಿದೆ. ಆದರೆ ಮುಂದೆ ಸಿಗುತ್ತದೋ ಇಲ್ಲವೋ ಎಂದು ಈಗಲೇ ಅಗತ್ಯಕ್ಕಿಂತ ಹೆಚ್ಚು ಗೊಬ್ಬರವನ್ನು ರೈತರು ಖರೀದಿಸುತ್ತಿರುವುದರಿಂದ ಅಭಾವ ಸೃಷ್ಟಿಯಾಗಿದೆ. ಕಾಲಕಾಲಕ್ಕೆ ಸಮರ್ಪಕವಾಗಿ ಗೊಬ್ಬರ ತರಿಸಿ ಕೊಡಲಾಗುತ್ತದೆ. ಹಾಗಾಗಿ ರೈತರು ಆತಂಕಕ್ಕೆ ಒಳಗಾಗಿ ಹೆಚ್ಚು ಗೊಬ್ಬರ ಖರೀದಿಸದೆ ತಮ್ಮ ಅಗತ್ಯಕ್ಕೆ ತಕ್ಕಷ್ಟು ಮಾತ್ರ ಖರೀದಿಸಿ ಇತರ ರೈತರಿಗೂ ಅನುಕೂಲ ಮಾಡಿಕೊಡಬೇಕು. (1106, 450, 1367, 603)
a8-text-c4: ಶ್ರೀ ಚಂದ್ರಶೇಖರ ಶಿವಾಚಾರ್ಯ ಸ್ವಾಮಿಗಳು, ಗುರುಬಸವರಾಜ ಹಿರೇಮಠ, ಈರಣ್ಣ ಕಡಾಡಿ ಸೇರಿದಂತೆ ಅನೇಕ ಗಣ್ಯರು ಉಪಸ್ಥಿತರಿದ್ದರು. ಧರ್ಮಸ್ಥಳ ಕ್ಷೇತ್ರದ ಬಗ್ಗೆ ಅಪಪ್ರಚಾರ ನಡೆಯುತ್ತಿರುವುದನ್ನು ಎಲ್ಲರೂ ಖಂಡಿಸಬೇಕು. (1310, 2109, 1515, 2202)
a4-headline: ೧೦ ಕ್ರಸ್ಟ್‌ಗೇಟ್ ಮೂಲಕ ೨೦,೮೦೦ ಕ್ಯೂಸೆಕ್ ನೀರು ಬಿಡುಗಡೆ (758, 857, 1427, 897)
a4-photo (880, 913, 1302, 1111)
a1-text-c2: ಗುರುರಾಜ ಕುಲಕರ್ಣಿ, ರಾಜು ಮುನ್ನೋಳಿ, ಸಲೀಮ್ ನದಾಫ್, ಸುನೀಲ ಭೈರಣ್ಣಾವರ, ನೇಮಿನಾಥ್ ಖೆಮಲಾಪುರ, ಜ್ಯೋತಿಬಾ ಮುಡೆ ಸೇರಿದಂತೆ ಅನ್ಯಧರ್ಮ ದ ವರ್ತಕರು, ಪುರಸಭೆ, ವಿದ್ಯುತ್ ಸರಬರಾಜು ಸಂಸ್ಥೆ ಅಧಿಕಾರಿಗಳು, ಹಿಂದೂ-ಮುಸ್ಲಿಂ ಮುಖಂಡರು ಹಾಗೂ ವಿವಿಧ ಗಣೇಶ (238, 440, 434, 573)
a1-headline: ಹುಕ್ಕೇರಿ: ಗಣೇಶ ಹಬ್ಬ ಹಾಗೂ ಈದ್ ಮಿಲಾದ್ ಹಬ್ಬದ ಅಂಗವಾಗಿ ಶಾಂತಿ ಸಭೆ (50, 138, 625, 235)
a3-text-c3: ಡೋಣಿ ನದಿ ತೀರದ ಜಮೀನುಗಳಲ್ಲಿ ಕಳೆದ ೧೦ ದಿನಗಳಿಂದ ನೀರು ನಿಂತಿದೆ. ಈಗ ಮಳೆ ನಿಲ್ಲಬೇಕು ಆಗ ಮಾತ್ರ ಉಳಿದ ಬೆಳೆಯಾದರೂ ಬರಬಹುದು ಇಲ್ಲದಿದ್ದರೆ ರೈತರಿಗೆ ಈ ಬಾರಿ ಕಷ್ಟ ತಪ್ಪಿದ್ದಲ್ಲ. (441, 1211, 652, 1285)
date-kn: ಬುಧವಾರ ೨೦ ಆಗಸ್ಟ ೨೦೨೫ (598, 23, 766, 43)
officer-avatar-icon (1376, 425, 1507, 555)
a7-text-c1: ಯರಗಲ್ಲ: ಶ್ರಾವಣ ಮಾಸದ ಅಂಗವಾಗಿ ಶ್ರೀ ಮುರುಘೇಂದ್ರ ಸ್ವಾಮೀಜಿಯವರ ನೇತೃತ್ವದಲ್ಲಿ ಧಾರ್ಮಿಕ ಪಥ ಸಂಚಲನ ಕಾರ್ಯಕ್ರಮ ಸಡಗರದಿಂದ ಜರುಗಿತು. ಪಟ್ಟಣದ ಪ್ರಮುಖ ಬೀದಿಗಳಲ್ಲಿ ಶ್ರದ್ಧಾಭಕ್ತಿಯಿಂದ ಜರುಗಿತು. ಭಕ್ತಾದಿಗಳು ಶ್ರೀಗಳ ಜೊತೆ ಪಾಲ್ಗೊಂಡರು. ಶ್ರೀಗಳ ಪಾದಪೂಜೆ ಮಾಡಿ ಗುರುವಂದನೆ ಸಲ್ಲಿಸಿದರು. ಶ್ರೀಗಳ ಸಾನ್ನಿಧ್ಯದಲ್ಲಿ ಧರ್ಮಸಭೆ ನಡೆಯಿತು. ಗಣಾಧೀಶ ಗೊರವಾಳ, ಅರುಣ ಸಂಕಣ್ಣವರ, ಮಲ್ಲಿಕಾರ್ಜುನ ಕಲಕೇರಿ, ಪವನ ಪಾಟೀಲ, ಎಂ.ಎಸ್.ಹೊಸಮನಿ, ಸಂಗಮೇಶ ಬಿರಾದಾರ, ಶಂಕರ ಗೋವಿಂದಿ, (24, 2119, 338, 2271)
